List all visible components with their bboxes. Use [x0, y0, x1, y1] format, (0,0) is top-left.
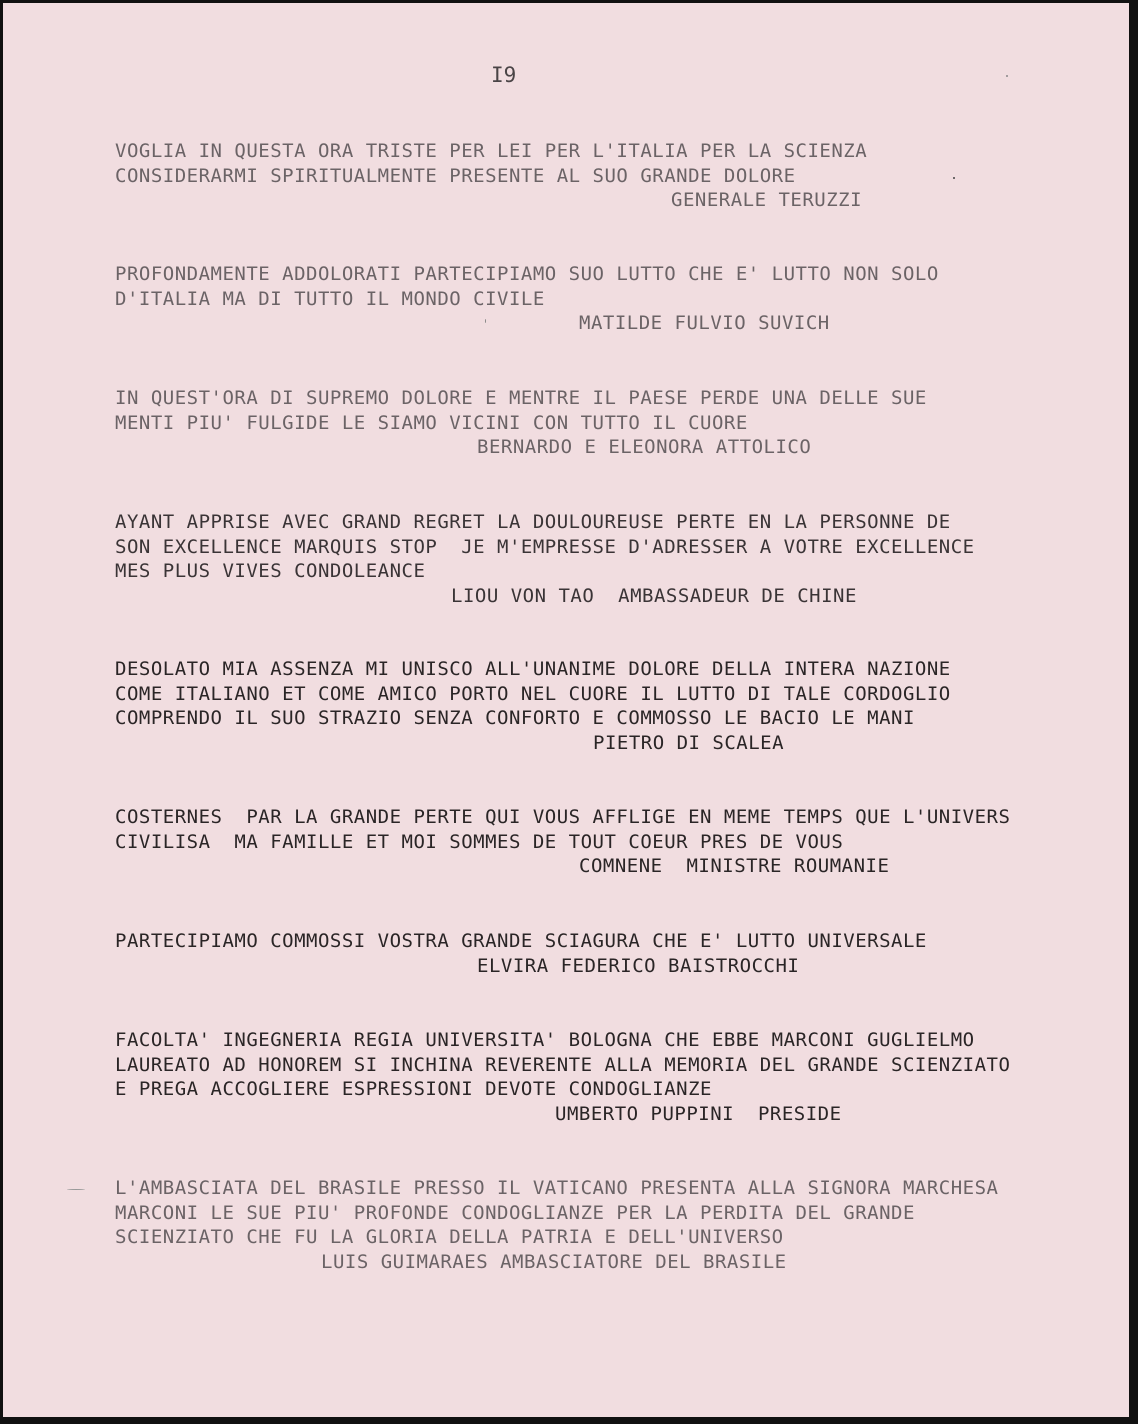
paper-speck [953, 177, 955, 179]
telegram-entry [115, 386, 1115, 460]
telegram-signature: COMNENE MINISTRE ROUMANIE [579, 855, 890, 877]
telegram-entry [115, 262, 1115, 336]
telegram-line: COMPRENDO IL SUO STRAZIO SENZA CONFORTO E COMMOSSO LE BACIO LE MANI [115, 707, 915, 729]
telegram-signature: ELVIRA FEDERICO BAISTROCCHI [477, 954, 800, 977]
telegram-line: SON EXCELLENCE MARQUIS STOP JE M'EMPRESSE D'ADRESSER A VOTRE EXCELLENCE [115, 535, 975, 558]
telegram-entry [115, 1176, 1115, 1275]
telegram-line: CONSIDERARMI SPIRITUALMENTE PRESENTE AL SUO GRANDE DOLORE [115, 164, 796, 187]
telegram-line: D'ITALIA MA DI TUTTO IL MONDO CIVILE [115, 287, 545, 310]
telegram-line: CIVILISA MA FAMILLE ET MOI SOMMES DE TOUT COEUR PRES DE VOUS [115, 830, 844, 853]
telegram-signature: UMBERTO PUPPINI PRESIDE [555, 1102, 842, 1125]
telegram-entry [115, 510, 1115, 609]
telegram-signature: LUIS GUIMARAES AMBASCIATORE DEL BRASILE [321, 1250, 787, 1273]
telegram-line: MES PLUS VIVES CONDOLEANCE [115, 560, 426, 582]
telegram-entry [115, 805, 1115, 879]
telegram-line: E PREGA ACCOGLIERE ESPRESSIONI DEVOTE CONDOGLIANZE [115, 1078, 712, 1100]
telegram-signature: LIOU VON TAO AMBASSADEUR DE CHINE [451, 584, 857, 607]
telegram-line: COME ITALIANO ET COME AMICO PORTO NEL CUORE IL LUTTO DI TALE CORDOGLIO [115, 682, 951, 705]
telegram-line: IN QUEST'ORA DI SUPREMO DOLORE E MENTRE IL PAESE PERDE UNA DELLE SUE [115, 387, 927, 409]
paper-speck [1006, 75, 1008, 77]
telegram-signature: GENERALE TERUZZI [671, 189, 863, 211]
telegram-line: PARTECIPIAMO COMMOSSI VOSTRA GRANDE SCIAGURA CHE E' LUTTO UNIVERSALE [115, 930, 927, 952]
telegram-line: SCIENZIATO CHE FU LA GLORIA DELLA PATRIA E DELL'UNIVERSO [115, 1226, 784, 1248]
telegram-line: PROFONDAMENTE ADDOLORATI PARTECIPIAMO SUO LUTTO CHE E' LUTTO NON SOLO [115, 263, 939, 285]
telegram-entry [115, 1028, 1115, 1127]
page-number: I9 [491, 63, 517, 87]
telegram-line: MENTI PIU' FULGIDE LE SIAMO VICINI CON TUTTO IL CUORE [115, 411, 748, 434]
telegram-entry [115, 657, 1115, 756]
telegram-line: AYANT APPRISE AVEC GRAND REGRET LA DOULOUREUSE PERTE EN LA PERSONNE DE [115, 511, 951, 533]
telegram-line: FACOLTA' INGEGNERIA REGIA UNIVERSITA' BOLOGNA CHE EBBE MARCONI GUGLIELMO [115, 1029, 975, 1051]
paper-speck [67, 1189, 85, 1190]
telegram-signature: PIETRO DI SCALEA [593, 731, 785, 754]
telegram-entry [115, 929, 1115, 979]
telegram-line: LAUREATO AD HONOREM SI INCHINA REVERENTE ALLA MEMORIA DEL GRANDE SCIENZIATO [115, 1053, 1011, 1076]
telegram-entry [115, 139, 1115, 213]
typed-document-page [3, 3, 1129, 1417]
telegram-line: L'AMBASCIATA DEL BRASILE PRESSO IL VATICANO PRESENTA ALLA SIGNORA MARCHESA [115, 1177, 999, 1199]
telegram-signature: MATILDE FULVIO SUVICH [579, 312, 830, 334]
telegram-line: DESOLATO MIA ASSENZA MI UNISCO ALL'UNANIME DOLORE DELLA INTERA NAZIONE [115, 658, 951, 680]
telegram-line: COSTERNES PAR LA GRANDE PERTE QUI VOUS AFFLIGE EN MEME TEMPS QUE L'UNIVERS [115, 806, 1011, 828]
telegram-signature: BERNARDO E ELEONORA ATTOLICO [477, 436, 812, 458]
telegram-line: VOGLIA IN QUESTA ORA TRISTE PER LEI PER L'ITALIA PER LA SCIENZA [115, 140, 868, 162]
telegram-line: MARCONI LE SUE PIU' PROFONDE CONDOGLIANZE PER LA PERDITA DEL GRANDE [115, 1201, 915, 1224]
paper-speck [485, 319, 486, 323]
